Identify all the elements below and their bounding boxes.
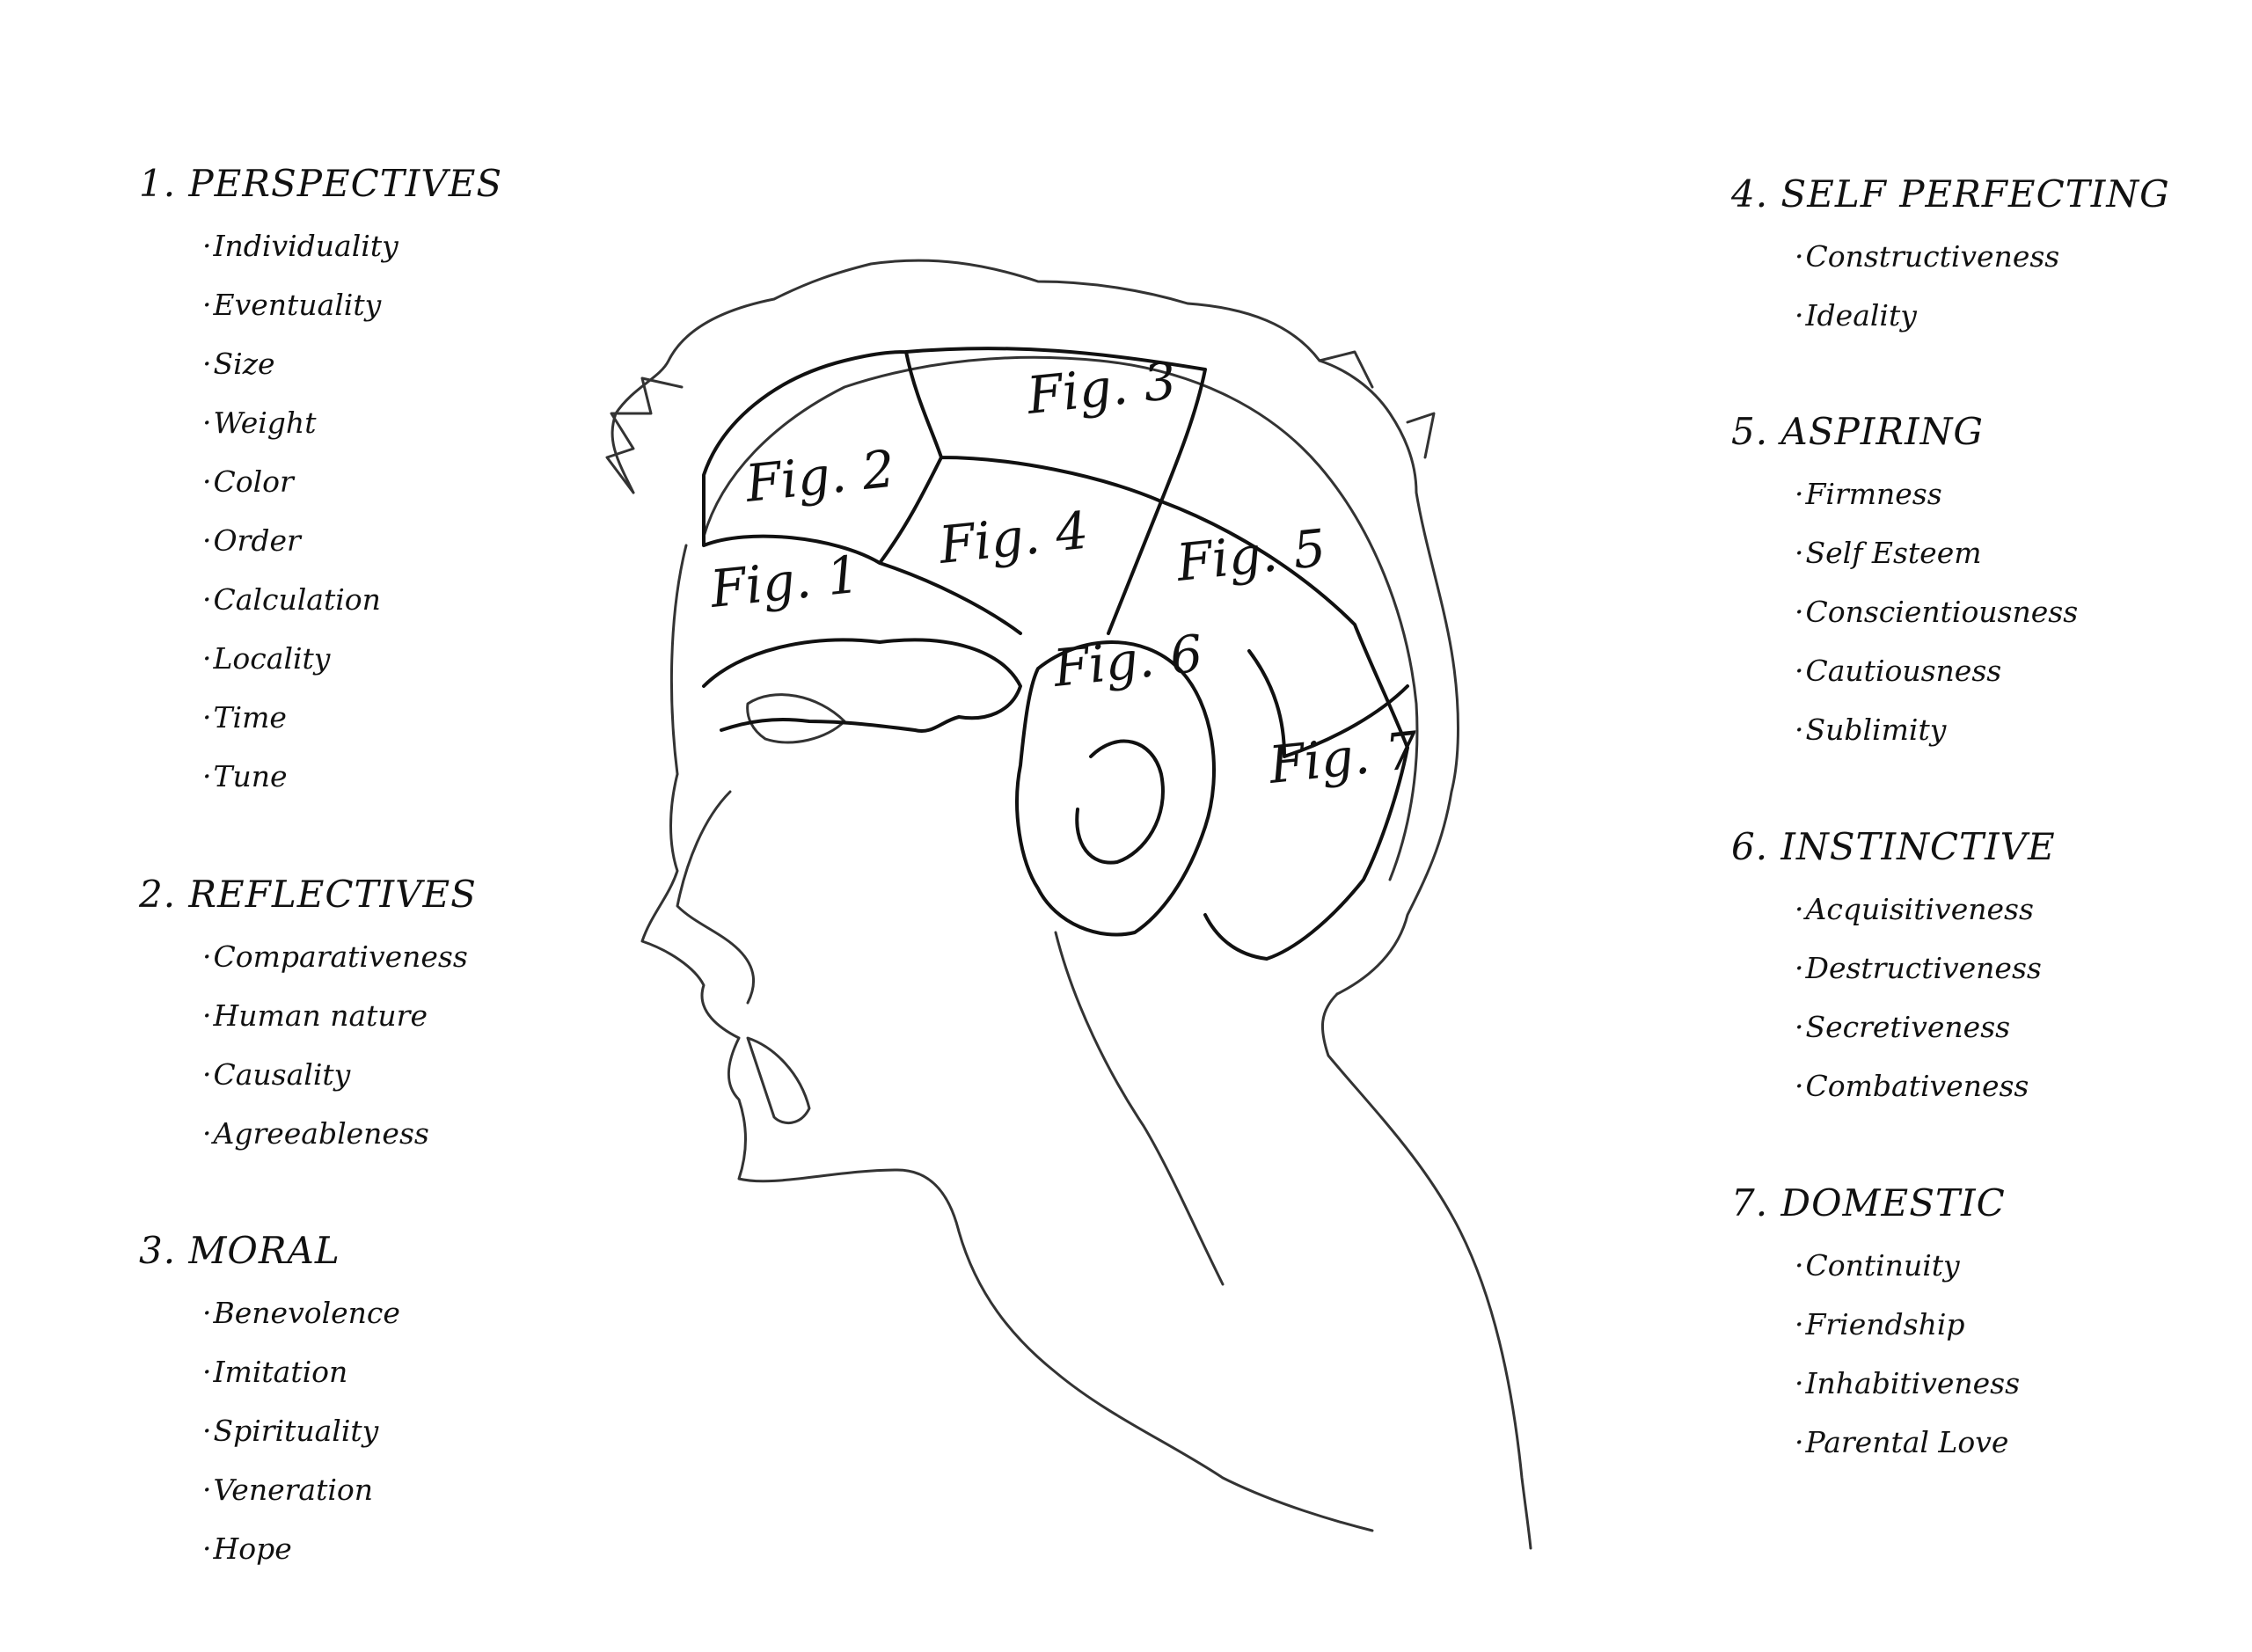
group-items xyxy=(139,216,502,806)
fig-label-2: Fig. 2 xyxy=(742,438,898,514)
fig-label-3: Fig. 3 xyxy=(1024,350,1180,426)
list-item: · Inhabitiveness xyxy=(1795,1354,2020,1413)
list-item: · Spirituality xyxy=(202,1401,400,1460)
fig-label-7: Fig. 7 xyxy=(1266,720,1422,795)
ear-inner xyxy=(1077,742,1163,863)
group-title: 3. MORAL xyxy=(139,1229,340,1272)
group-items xyxy=(139,1283,400,1578)
group-title: 6. INSTINCTIVE xyxy=(1731,825,2056,868)
list-item: · Human nature xyxy=(202,986,477,1045)
list-item: · Hope xyxy=(202,1519,400,1578)
list-item: · Firmness xyxy=(1795,464,2078,523)
group-items xyxy=(1731,880,2056,1115)
list-item: · Agreeableness xyxy=(202,1104,477,1163)
list-item: · Cautiousness xyxy=(1795,641,2078,700)
group-self-perfecting xyxy=(1731,172,2170,345)
list-item: · Weight xyxy=(202,393,502,452)
list-item: · Comparativeness xyxy=(202,927,477,986)
list-item: · Tune xyxy=(202,747,502,806)
face-profile xyxy=(642,774,1372,1531)
list-item: · Continuity xyxy=(1795,1236,2020,1295)
list-item: · Constructiveness xyxy=(1795,227,2170,286)
list-item: · Self Esteem xyxy=(1795,523,2078,582)
group-perspectives xyxy=(139,162,503,806)
list-item: · Ideality xyxy=(1795,286,2170,345)
group-items xyxy=(1731,1236,2020,1472)
brow-outline xyxy=(704,640,1020,731)
list-item: · Veneration xyxy=(202,1460,400,1519)
list-item: · Imitation xyxy=(202,1342,400,1401)
nose-outline xyxy=(677,792,754,1003)
fig-label-4: Fig. 4 xyxy=(936,500,1092,575)
list-item: · Order xyxy=(202,511,502,570)
group-title: 1. PERSPECTIVES xyxy=(139,162,503,205)
neck-outline xyxy=(1056,932,1531,1548)
fig-label-6: Fig. 6 xyxy=(1050,623,1206,698)
group-title: 5. ASPIRING xyxy=(1731,410,1984,453)
list-item: · Combativeness xyxy=(1795,1056,2056,1115)
group-title: 2. REFLECTIVES xyxy=(139,873,477,916)
list-item: · Benevolence xyxy=(202,1283,400,1342)
list-item: · Sublimity xyxy=(1795,700,2078,759)
list-item: · Calculation xyxy=(202,570,502,629)
group-instinctive xyxy=(1731,825,2056,1115)
lips-outline xyxy=(748,1038,809,1123)
list-item: · Parental Love xyxy=(1795,1413,2020,1472)
list-item: · Eventuality xyxy=(202,275,502,334)
group-title: 7. DOMESTIC xyxy=(1731,1181,2006,1224)
list-item: · Causality xyxy=(202,1045,477,1104)
list-item: · Conscientiousness xyxy=(1795,582,2078,641)
group-reflectives xyxy=(139,873,477,1163)
list-item: · Time xyxy=(202,688,502,747)
list-item: · Destructiveness xyxy=(1795,939,2056,998)
list-item: · Individuality xyxy=(202,216,502,275)
list-item: · Locality xyxy=(202,629,502,688)
list-item: · Color xyxy=(202,452,502,511)
group-items xyxy=(1731,227,2170,345)
list-item: · Friendship xyxy=(1795,1295,2020,1354)
group-items xyxy=(1731,464,2078,759)
list-item: · Size xyxy=(202,334,502,393)
group-domestic xyxy=(1731,1181,2021,1472)
group-title: 4. SELF PERFECTING xyxy=(1731,172,2170,216)
group-items xyxy=(139,927,477,1163)
hair-spikes xyxy=(607,352,1434,493)
group-moral xyxy=(139,1229,400,1578)
list-item: · Secretiveness xyxy=(1795,998,2056,1056)
skull-outline xyxy=(671,357,1417,880)
list-item: · Acquisitiveness xyxy=(1795,880,2056,939)
fig-label-1: Fig. 1 xyxy=(707,544,863,619)
fig-label-5: Fig. 5 xyxy=(1174,517,1329,593)
group-aspiring xyxy=(1731,410,2079,759)
